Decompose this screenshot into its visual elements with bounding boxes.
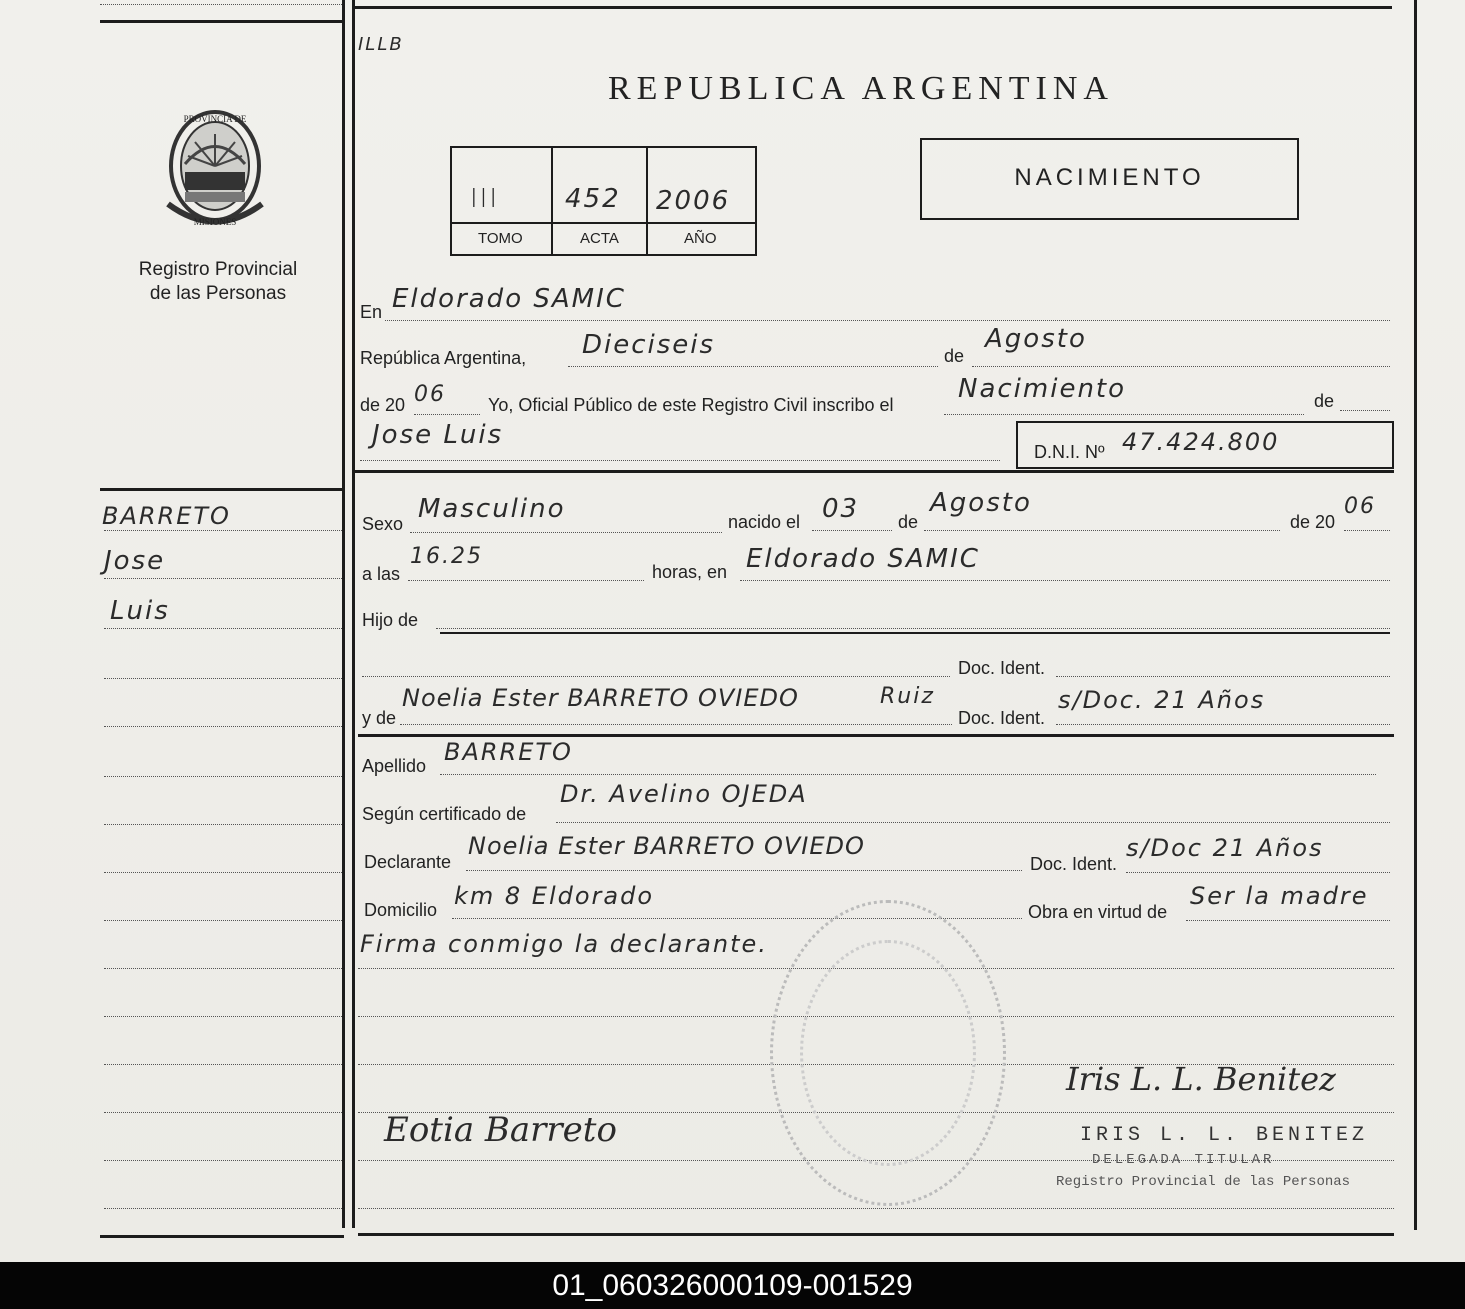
father-strike bbox=[440, 632, 1390, 634]
apellido-line bbox=[440, 774, 1376, 775]
horas-label: horas, en bbox=[652, 562, 728, 582]
apellido-value: BARRETO bbox=[444, 738, 573, 766]
mother-doc-value: s/Doc. 21 Años bbox=[1058, 686, 1266, 714]
father-line bbox=[436, 628, 1390, 629]
registry-name bbox=[120, 258, 316, 306]
segun-line bbox=[556, 822, 1390, 823]
acta-box-divider-2 bbox=[646, 148, 648, 254]
parents-section-rule bbox=[358, 734, 1394, 737]
doc-ident-label-mother: Doc. Ident. bbox=[958, 708, 1046, 728]
page-title: REPUBLICA ARGENTINA bbox=[608, 70, 1114, 107]
file-id: 01_060326000109-001529 bbox=[552, 1269, 913, 1302]
main-left-border bbox=[352, 0, 355, 1228]
year-prefix: de 20 bbox=[360, 395, 406, 415]
born-month-value: Agosto bbox=[930, 488, 1032, 518]
month-line bbox=[972, 366, 1390, 367]
left-column-border bbox=[342, 0, 345, 1228]
margin-line-8 bbox=[104, 872, 342, 873]
declarante-label: Declarante bbox=[364, 852, 452, 872]
dni-value: 47.424.800 bbox=[1122, 428, 1280, 456]
main-bottom-rule bbox=[358, 1233, 1394, 1236]
corner-mark: ILLB bbox=[358, 34, 404, 55]
domicilio-value: km 8 Eldorado bbox=[454, 882, 655, 910]
margin-second-name: Luis bbox=[110, 596, 170, 626]
mother-extra: Ruiz bbox=[880, 684, 935, 709]
act-value: Nacimiento bbox=[958, 374, 1127, 404]
official-title: DELEGADA TITULAR bbox=[1092, 1152, 1275, 1168]
sexo-line bbox=[410, 532, 722, 533]
official-seal-inner bbox=[800, 940, 976, 1166]
declarante-value: Noelia Ester BARRETO OVIEDO bbox=[468, 832, 865, 860]
day-line bbox=[568, 366, 938, 367]
segun-value: Dr. Avelino OJEDA bbox=[560, 780, 808, 808]
margin-line-10 bbox=[104, 968, 342, 969]
margin-line-3 bbox=[104, 628, 342, 629]
margin-line-4 bbox=[104, 678, 342, 679]
left-top-dots bbox=[100, 4, 344, 5]
de-label-3: de bbox=[898, 512, 919, 532]
left-top-rule bbox=[100, 20, 344, 23]
main-right-border bbox=[1414, 0, 1417, 1230]
doc-ident-label: Doc. Ident. bbox=[958, 658, 1046, 678]
child-name-value: Jose Luis bbox=[372, 420, 504, 450]
margin-section-rule bbox=[100, 488, 344, 491]
born-day-line bbox=[812, 530, 892, 531]
born-place-line bbox=[740, 580, 1390, 581]
father-doc-value-line bbox=[1056, 676, 1390, 677]
month-value: Agosto bbox=[985, 324, 1087, 354]
de-line-2 bbox=[1340, 410, 1390, 411]
province-emblem bbox=[160, 104, 270, 234]
alas-label: a las bbox=[362, 564, 401, 584]
emblem-top-text: PROVINCIA DE bbox=[183, 114, 247, 124]
margin-line-9 bbox=[104, 920, 342, 921]
time-line bbox=[408, 580, 644, 581]
tomo-value: III bbox=[470, 184, 500, 214]
en-label: En bbox=[360, 302, 383, 322]
mother-doc-line bbox=[1056, 724, 1390, 725]
father-doc-line bbox=[362, 676, 950, 677]
born-time-value: 16.25 bbox=[410, 544, 483, 569]
de-label-2: de bbox=[1314, 391, 1335, 411]
official-name: IRIS L. L. BENITEZ bbox=[1080, 1124, 1369, 1147]
year-value: 06 bbox=[414, 382, 446, 407]
tomo-label: TOMO bbox=[478, 230, 523, 247]
margin-line-6 bbox=[104, 776, 342, 777]
margin-line-2 bbox=[104, 578, 342, 579]
born-day-value: 03 bbox=[822, 494, 860, 524]
dni-label: D.N.I. Nº bbox=[1034, 442, 1105, 462]
registry-name-line1: Registro Provincial bbox=[138, 259, 298, 280]
domicilio-label: Domicilio bbox=[364, 900, 438, 920]
acta-box-rule bbox=[452, 222, 755, 224]
act-type-label: NACIMIENTO bbox=[1014, 164, 1205, 191]
margin-line-14 bbox=[104, 1160, 342, 1161]
apellido-label: Apellido bbox=[362, 756, 427, 776]
header-section-rule bbox=[352, 470, 1394, 473]
de-label: de bbox=[944, 346, 965, 366]
mother-line bbox=[400, 724, 952, 725]
margin-line-1 bbox=[104, 530, 342, 531]
acta-box-divider-1 bbox=[551, 148, 553, 254]
day-value: Dieciseis bbox=[582, 330, 716, 360]
born-place-value: Eldorado SAMIC bbox=[746, 544, 980, 574]
republica-label: República Argentina, bbox=[360, 348, 527, 368]
born-year-prefix: de 20 bbox=[1290, 512, 1336, 532]
margin-line-15 bbox=[104, 1208, 342, 1209]
obra-label: Obra en virtud de bbox=[1028, 902, 1168, 922]
acta-value: 452 bbox=[565, 184, 621, 214]
margin-bottom-rule bbox=[100, 1235, 344, 1238]
margin-line-11 bbox=[104, 1016, 342, 1017]
sexo-label: Sexo bbox=[362, 514, 404, 534]
yo-label: Yo, Oficial Público de este Registro Civil inscribo el bbox=[488, 395, 894, 415]
born-year-line bbox=[1344, 530, 1390, 531]
margin-first-name: Jose bbox=[104, 546, 166, 576]
margin-surname: BARRETO bbox=[102, 502, 231, 530]
act-line bbox=[944, 414, 1304, 415]
born-month-line bbox=[924, 530, 1280, 531]
registry-name-line2: de las Personas bbox=[149, 283, 287, 304]
emblem-bottom-text: MISIONES bbox=[193, 217, 237, 227]
margin-line-12 bbox=[104, 1064, 342, 1065]
mother-value: Noelia Ester BARRETO OVIEDO bbox=[402, 684, 799, 712]
note-value: Firma conmigo la declarante. bbox=[360, 930, 768, 958]
name-line bbox=[360, 460, 1000, 461]
file-id-bar bbox=[0, 1262, 1465, 1309]
en-line bbox=[385, 320, 1390, 321]
segun-label: Según certificado de bbox=[362, 804, 527, 824]
official-office: Registro Provincial de las Personas bbox=[1056, 1174, 1351, 1190]
acta-label: ACTA bbox=[580, 230, 619, 247]
declarante-line bbox=[466, 870, 1022, 871]
declarante-doc-line bbox=[1126, 872, 1390, 873]
obra-value: Ser la madre bbox=[1190, 882, 1369, 910]
official-signature: Iris L. L. Benitez bbox=[1066, 1060, 1336, 1098]
doc-ident-label-2: Doc. Ident. bbox=[1030, 854, 1118, 874]
margin-line-7 bbox=[104, 824, 342, 825]
year-line bbox=[414, 414, 480, 415]
declarante-doc-value: s/Doc 21 Años bbox=[1126, 834, 1324, 862]
nacido-label: nacido el bbox=[728, 512, 801, 532]
yde-label: y de bbox=[362, 708, 397, 728]
left-signature: Eotia Barreto bbox=[384, 1110, 617, 1150]
note-line-6 bbox=[358, 1208, 1394, 1209]
sexo-value: Masculino bbox=[418, 494, 566, 524]
margin-line-5 bbox=[104, 726, 342, 727]
obra-line bbox=[1186, 920, 1390, 921]
born-year-value: 06 bbox=[1344, 494, 1376, 519]
margin-line-13 bbox=[104, 1112, 342, 1113]
en-value: Eldorado SAMIC bbox=[392, 284, 626, 314]
anio-label: AÑO bbox=[684, 230, 717, 247]
main-top-rule bbox=[352, 6, 1392, 9]
anio-value: 2006 bbox=[656, 186, 731, 216]
hijo-label: Hijo de bbox=[362, 610, 419, 630]
